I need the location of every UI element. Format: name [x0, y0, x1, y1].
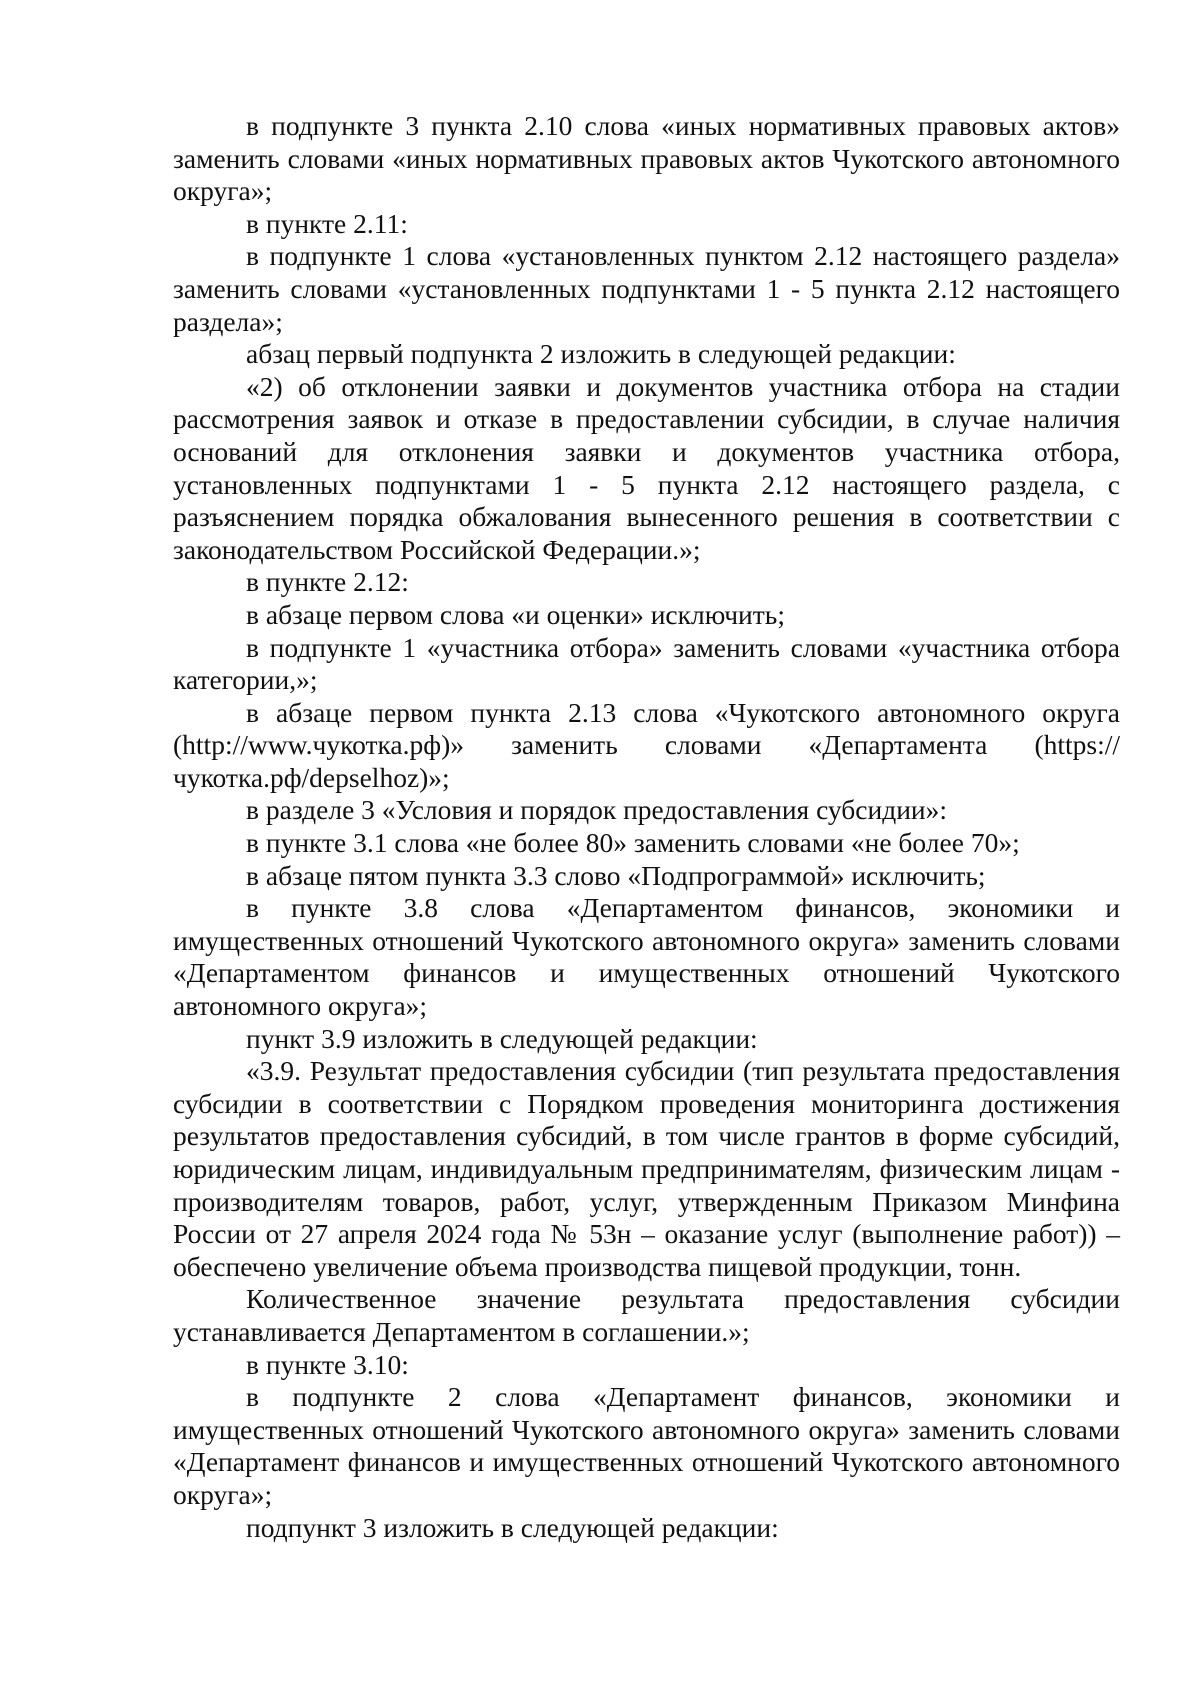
paragraph-3: в подпункте 1 слова «установленных пунктом 2.12 настоящего раздела» заменить словами «установленных подпунктами 1 - 5 пункта 2.12 настоящего раздела»; — [173, 240, 1120, 337]
paragraph-15: «3.9. Результат предоставления субсидии (тип результата предоставления субсидии в соответствии с Порядком проведения мониторинга достижения результатов предоставления субсидий, в том числе грантов в форме субсидий, юридическим лицам, индивидуальным предпринимателям, физическим лицам - производителям товаров, работ, услуг, утвержденным Приказом Минфина России от 27 апреля 2024 года № 53н – оказание услуг (выполнение работ)) – обеспечено увеличение объема производства пищевой продукции, тонн. — [173, 1055, 1120, 1282]
paragraph-7: в абзаце первом слова «и оценки» исключить; — [246, 598, 785, 630]
paragraph-13: в пункте 3.8 слова «Департаментом финансов, экономики и имущественных отношений Чукотского автономного округа» заменить словами «Департаментом финансов и имущественных отношений Чукотского автономного округа»; — [173, 892, 1120, 1022]
paragraph-2: в пункте 2.11: — [246, 207, 408, 239]
paragraph-14: пункт 3.9 изложить в следующей редакции: — [246, 1022, 758, 1054]
paragraph-4: абзац первый подпункта 2 изложить в следующей редакции: — [246, 338, 956, 370]
paragraph-17: в пункте 3.10: — [246, 1348, 409, 1380]
paragraph-5: «2) об отклонении заявки и документов участника отбора на стадии рассмотрения заявок и отказе в предоставлении субсидии, в случае наличия оснований для отклонения заявки и документов участника отбора, установленных подпунктами 1 - 5 пункта 2.12 настоящего раздела, с разъяснением порядка обжалования вынесенного решения в соответствии с законодательством Российской Федерации.»; — [173, 370, 1120, 565]
paragraph-12: в абзаце пятом пункта 3.3 слово «Подпрограммой» исключить; — [246, 859, 986, 891]
paragraph-9: в абзаце первом пункта 2.13 слова «Чукотского автономного округа (http://www.чукотка.рф)» заменить словами «Департамента (https://чукотка.рф/depselhoz)»; — [173, 696, 1120, 793]
paragraph-8: в подпункте 1 «участника отбора» заменить словами «участника отбора категории,»; — [173, 631, 1120, 696]
paragraph-6: в пункте 2.12: — [246, 566, 409, 598]
paragraph-1: в подпункте 3 пункта 2.10 слова «иных нормативных правовых актов» заменить словами «иных нормативных правовых актов Чукотского автономного округа»; — [173, 110, 1120, 207]
paragraph-19: подпункт 3 изложить в следующей редакции: — [246, 1511, 779, 1543]
paragraph-16: Количественное значение результата предоставления субсидии устанавливается Департаментом в соглашении.»; — [173, 1283, 1120, 1347]
paragraph-18: в подпункте 2 слова «Департамент финансов, экономики и имущественных отношений Чукотского автономного округа» заменить словами «Департамент финансов и имущественных отношений Чукотского автономного округа»; — [173, 1381, 1120, 1510]
paragraph-11: в пункте 3.1 слова «не более 80» заменить словами «не более 70»; — [246, 827, 1020, 859]
document-body — [173, 110, 1120, 1544]
paragraph-10: в разделе 3 «Условия и порядок предоставления субсидии»: — [246, 794, 948, 826]
